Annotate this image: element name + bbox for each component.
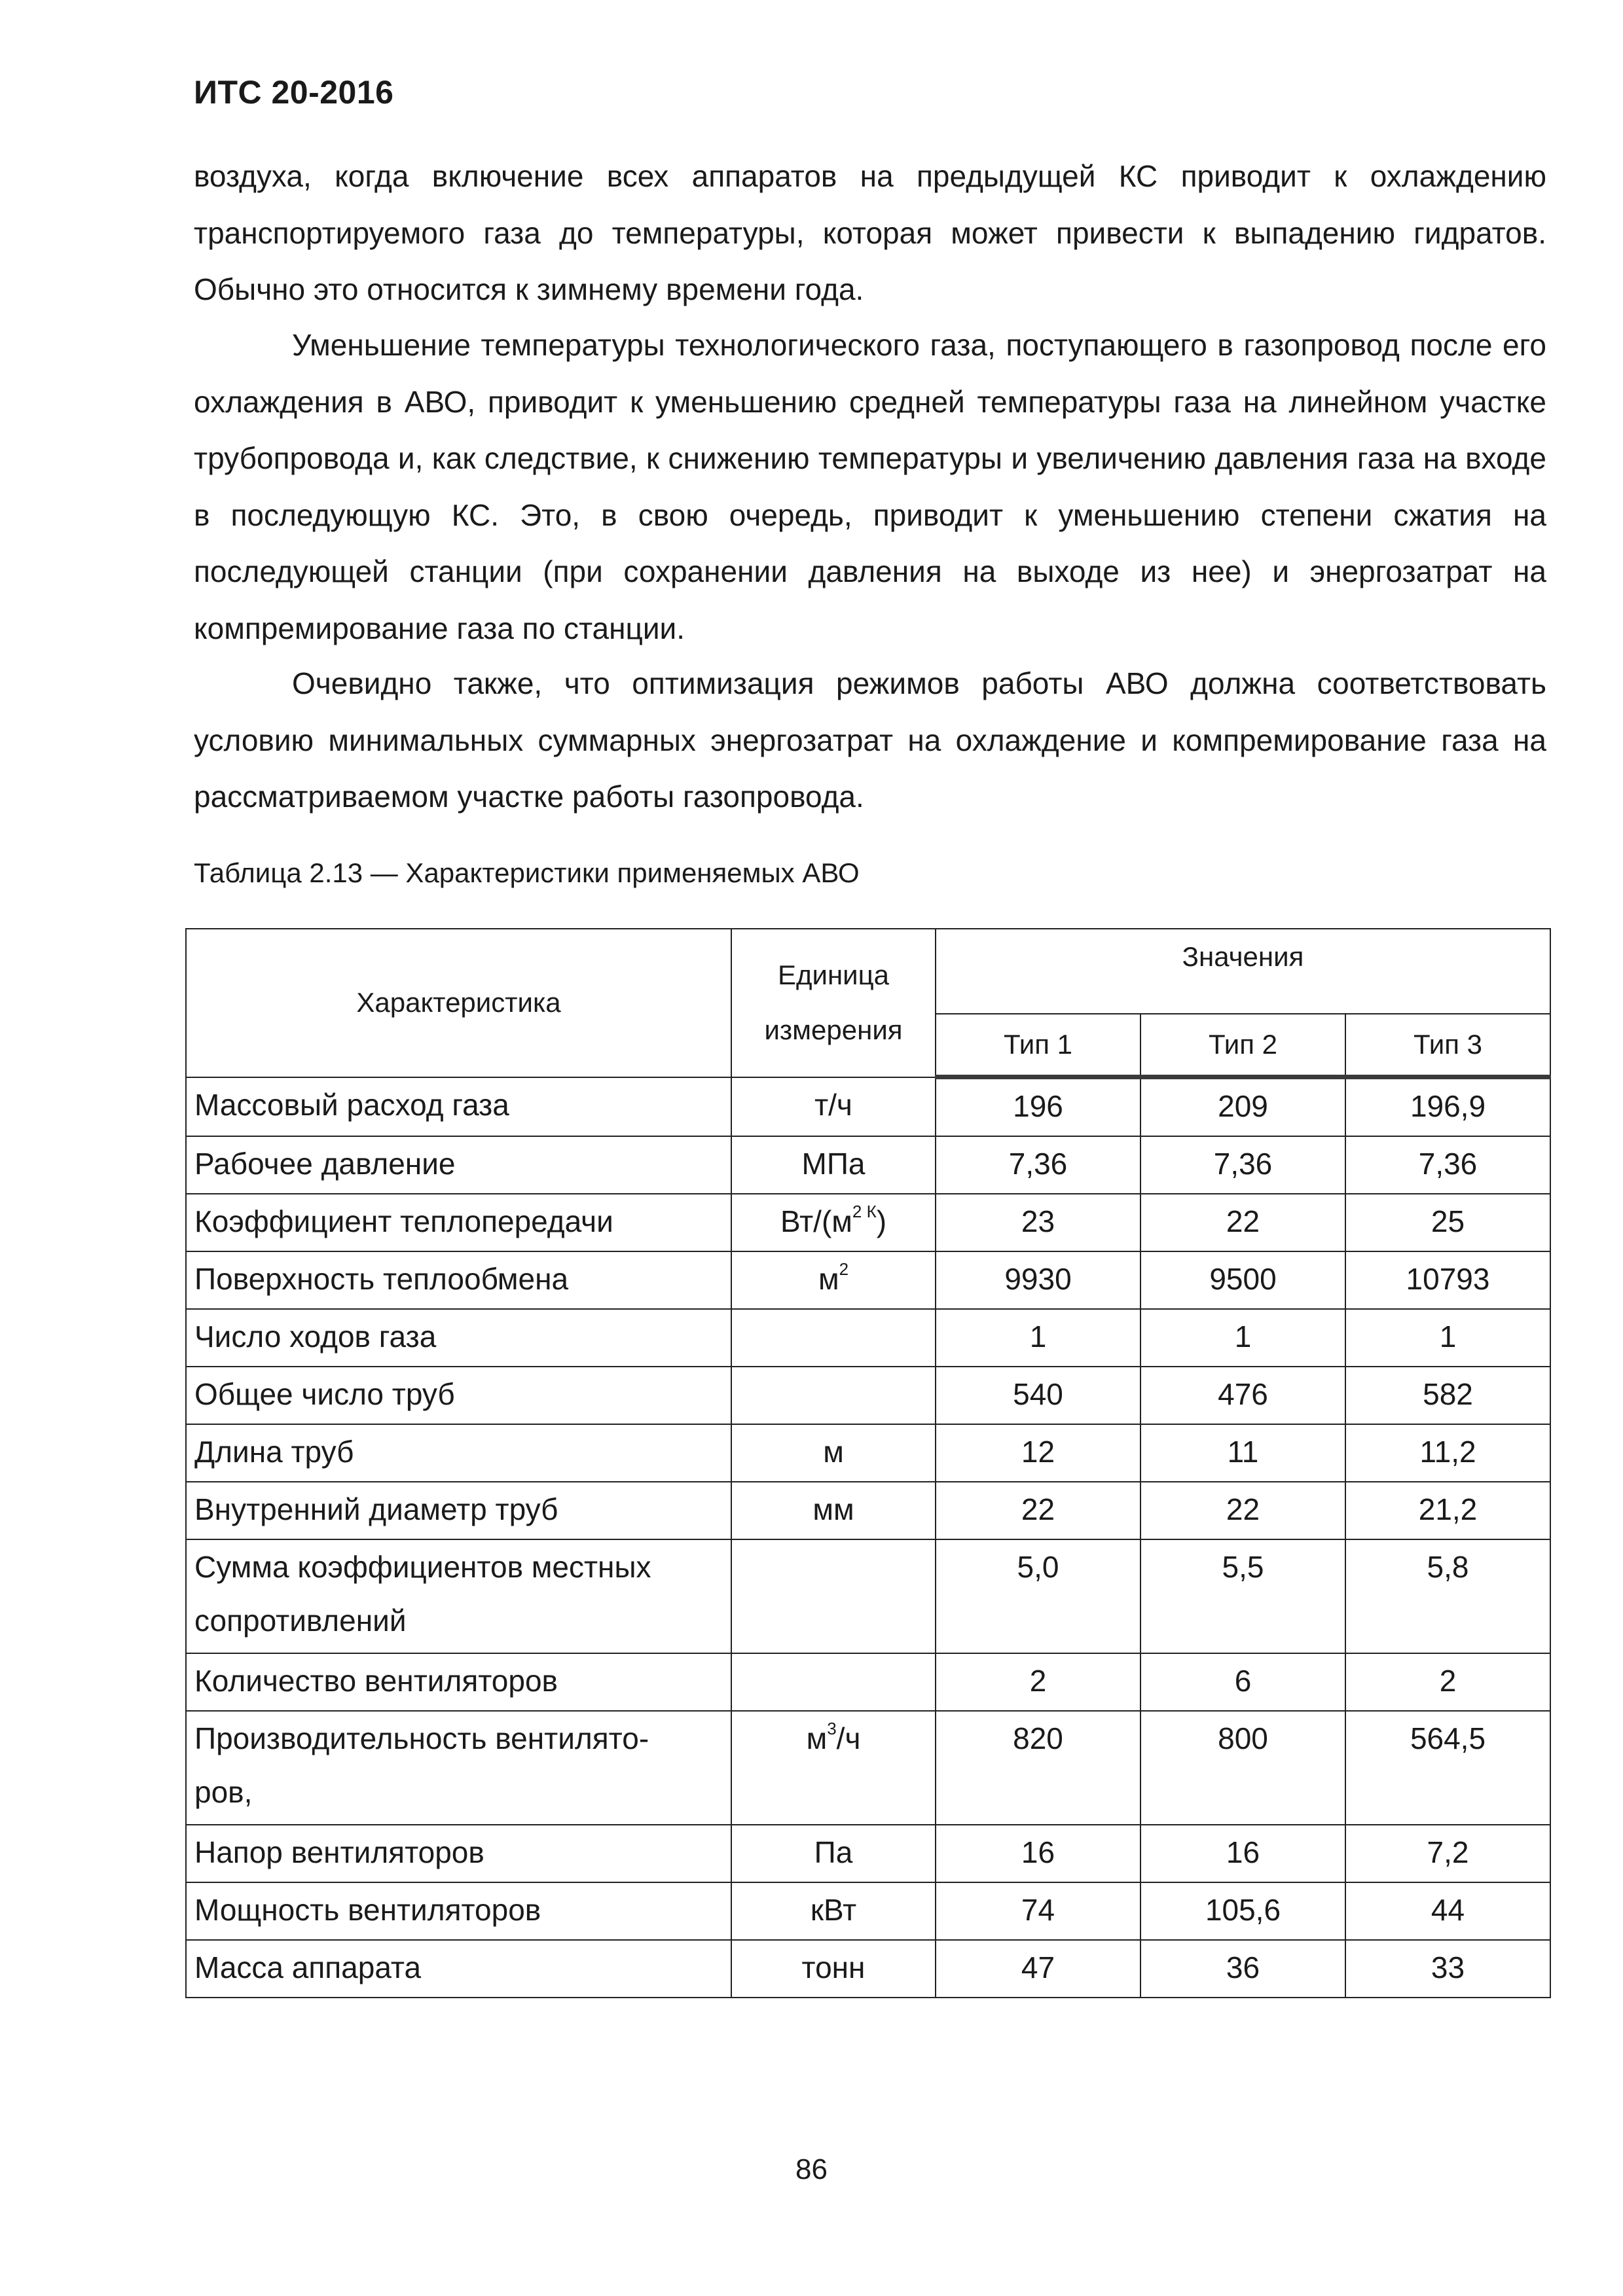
table-row: [186, 1825, 1550, 1882]
paragraph-3: Очевидно также, что оптимизация режимов работы АВО должна соответствовать условию минимальных суммарных энергозатрат на охлаждение и компремирование газа на рассматриваемом участке работы газопровода.: [194, 666, 1546, 814]
table-row: [186, 1077, 1550, 1137]
cell-unit-text: м: [823, 1435, 844, 1469]
cell-unit-tail: /ч: [836, 1721, 861, 1755]
cell-type-3-value: 5,8: [1345, 1539, 1550, 1653]
cell-unit: [731, 1940, 936, 1998]
table-row: [186, 1367, 1550, 1424]
table-row: [186, 1653, 1550, 1711]
cell-unit: [731, 1882, 936, 1940]
cell-type-1-value: 74: [936, 1882, 1140, 1940]
cell-type-1-value: 47: [936, 1940, 1140, 1998]
header-values: Значения: [936, 929, 1550, 1014]
cell-type-1-value: 1: [936, 1309, 1140, 1367]
cell-type-3-value: 44: [1345, 1882, 1550, 1940]
cell-type-2-value: 7,36: [1140, 1136, 1345, 1194]
cell-characteristic: Длина труб: [186, 1424, 731, 1482]
table-row: [186, 1251, 1550, 1309]
cell-unit-text: т/ч: [814, 1087, 852, 1122]
cell-type-1-value: 7,36: [936, 1136, 1140, 1194]
cell-unit: [731, 1424, 936, 1482]
cell-unit-text: кВт: [810, 1893, 857, 1927]
cell-type-3-value: 10793: [1345, 1251, 1550, 1309]
cell-unit-text: мм: [812, 1492, 854, 1526]
cell-type-2-value: 6: [1140, 1653, 1345, 1711]
cell-type-2-value: 5,5: [1140, 1539, 1345, 1653]
cell-characteristic-line2: сопротивлений: [194, 1604, 407, 1638]
cell-type-3-value: 25: [1345, 1194, 1550, 1251]
table-row: [186, 1194, 1550, 1251]
cell-type-2-value: 22: [1140, 1482, 1345, 1539]
cell-type-2-value: 105,6: [1140, 1882, 1345, 1940]
cell-type-3-value: 564,5: [1345, 1711, 1550, 1825]
table-row: [186, 1711, 1550, 1825]
cell-type-1-value: 16: [936, 1825, 1140, 1882]
cell-unit-text: Вт/(м: [780, 1204, 852, 1238]
table-body: [186, 1077, 1550, 1998]
cell-unit: [731, 1309, 936, 1367]
cell-characteristic-line1: Производительность вентилято-: [194, 1721, 649, 1755]
table-row: [186, 1309, 1550, 1367]
table-row: [186, 1940, 1550, 1998]
cell-unit-tail: ): [876, 1204, 887, 1238]
cell-unit-text: Па: [814, 1835, 853, 1869]
cell-characteristic: Масса аппарата: [186, 1940, 731, 1998]
characteristics-table: [185, 928, 1551, 1998]
cell-type-2-value: 11: [1140, 1424, 1345, 1482]
cell-unit: [731, 1136, 936, 1194]
cell-characteristic: Массовый расход газа: [186, 1077, 731, 1137]
cell-type-1-value: 9930: [936, 1251, 1140, 1309]
cell-characteristic: Рабочее давление: [186, 1136, 731, 1194]
header-type-1: Тип 1: [936, 1014, 1140, 1077]
cell-characteristic: [186, 1539, 731, 1653]
cell-unit-superscript: 2 К: [852, 1201, 877, 1221]
cell-type-1-value: 820: [936, 1711, 1140, 1825]
cell-unit: [731, 1653, 936, 1711]
cell-type-2-value: 22: [1140, 1194, 1345, 1251]
cell-characteristic: Коэффициент теплопередачи: [186, 1194, 731, 1251]
header-unit-line2: измерения: [764, 1014, 903, 1046]
cell-type-1-value: 2: [936, 1653, 1140, 1711]
paragraph-1: воздуха, когда включение всех аппаратов на предыдущей КС приводит к охлаждению транспортируемого газа до температуры, которая может привести к выпадению гидратов. Обычно это относится к зимнему времени года.: [194, 159, 1546, 306]
table-row: [186, 1539, 1550, 1653]
cell-type-3-value: 21,2: [1345, 1482, 1550, 1539]
header-unit-line1: Единица: [777, 960, 890, 991]
cell-unit-text: МПа: [801, 1147, 866, 1181]
cell-type-1-value: 5,0: [936, 1539, 1140, 1653]
header-unit: [731, 929, 936, 1077]
table-row: [186, 1136, 1550, 1194]
table-row: [186, 1482, 1550, 1539]
cell-type-3-value: 1: [1345, 1309, 1550, 1367]
cell-type-3-value: 196,9: [1345, 1077, 1550, 1137]
cell-characteristic: Мощность вентиляторов: [186, 1882, 731, 1940]
cell-unit: [731, 1825, 936, 1882]
cell-type-2-value: 36: [1140, 1940, 1345, 1998]
cell-characteristic: Напор вентиляторов: [186, 1825, 731, 1882]
cell-unit: [731, 1367, 936, 1424]
header-characteristic: Характеристика: [186, 929, 731, 1077]
cell-type-1-value: 22: [936, 1482, 1140, 1539]
cell-characteristic: Поверхность теплообмена: [186, 1251, 731, 1309]
cell-unit: [731, 1711, 936, 1825]
cell-type-3-value: 2: [1345, 1653, 1550, 1711]
cell-type-1-value: 540: [936, 1367, 1140, 1424]
cell-type-1-value: 12: [936, 1424, 1140, 1482]
cell-unit: [731, 1077, 936, 1137]
cell-unit: [731, 1482, 936, 1539]
cell-unit: [731, 1539, 936, 1653]
cell-unit: [731, 1251, 936, 1309]
cell-type-2-value: 209: [1140, 1077, 1345, 1137]
cell-type-2-value: 800: [1140, 1711, 1345, 1825]
cell-type-3-value: 7,36: [1345, 1136, 1550, 1194]
table-row: [186, 1424, 1550, 1482]
cell-type-3-value: 582: [1345, 1367, 1550, 1424]
cell-type-3-value: 7,2: [1345, 1825, 1550, 1882]
cell-unit-superscript: 2: [839, 1259, 849, 1279]
cell-unit: [731, 1194, 936, 1251]
paragraph-2: Уменьшение температуры технологического газа, поступающего в газопровод после его охлаждения в АВО, приводит к уменьшению средней температуры газа на линейном участке трубопровода и, как следствие, к снижению температуры и увеличению давления газа на входе в последующую КС. Это, в свою очередь, приводит к уменьшению степени сжатия на последующей станции (при сохранении давления на выходе из нее) и энергозатрат на компремирование газа по станции.: [194, 328, 1546, 645]
cell-characteristic-line1: Сумма коэффициентов местных: [194, 1550, 651, 1584]
cell-type-1-value: 196: [936, 1077, 1140, 1137]
cell-type-3-value: 11,2: [1345, 1424, 1550, 1482]
document-header: ИТС 20-2016: [194, 74, 394, 111]
cell-type-2-value: 1: [1140, 1309, 1345, 1367]
cell-type-3-value: 33: [1345, 1940, 1550, 1998]
cell-unit-text: м: [806, 1721, 828, 1755]
cell-type-2-value: 9500: [1140, 1251, 1345, 1309]
header-type-3: Тип 3: [1345, 1014, 1550, 1077]
cell-unit-text: м: [818, 1262, 839, 1296]
cell-type-2-value: 16: [1140, 1825, 1345, 1882]
cell-type-2-value: 476: [1140, 1367, 1345, 1424]
cell-characteristic: Внутренний диаметр труб: [186, 1482, 731, 1539]
page-number: 86: [795, 2153, 828, 2185]
table-caption: Таблица 2.13 — Характеристики применяемых АВО: [194, 857, 860, 888]
cell-characteristic: [186, 1711, 731, 1825]
table-row: [186, 1882, 1550, 1940]
cell-characteristic-line2: ров,: [194, 1775, 253, 1809]
cell-type-1-value: 23: [936, 1194, 1140, 1251]
cell-characteristic: Количество вентиляторов: [186, 1653, 731, 1711]
cell-unit-superscript: 3: [827, 1718, 837, 1738]
cell-unit-text: тонн: [801, 1950, 866, 1984]
cell-characteristic: Число ходов газа: [186, 1309, 731, 1367]
header-type-2: Тип 2: [1140, 1014, 1345, 1077]
cell-characteristic: Общее число труб: [186, 1367, 731, 1424]
